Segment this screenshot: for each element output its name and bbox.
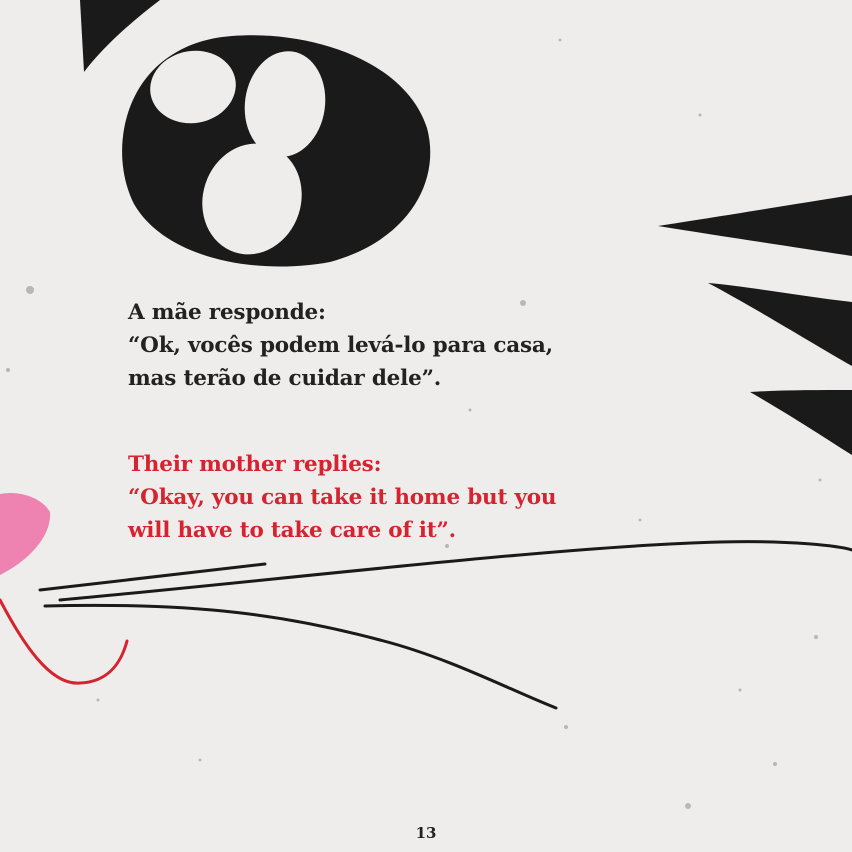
- cat-eye: [122, 35, 430, 267]
- english-line: will have to take care of it”.: [128, 518, 456, 543]
- english-text: [128, 448, 556, 547]
- portuguese-line: mas terão de cuidar dele”.: [128, 366, 442, 391]
- portuguese-text: [128, 296, 553, 395]
- cat-stripes: [658, 195, 852, 455]
- page-number: 13: [415, 824, 437, 842]
- cat-nose: [0, 493, 50, 575]
- english-line: Their mother replies:: [128, 452, 382, 477]
- portuguese-line: “Ok, vocês podem levá-lo para casa,: [128, 333, 553, 358]
- cat-ear: [80, 0, 160, 72]
- cat-whiskers: [40, 542, 852, 708]
- portuguese-line: A mãe responde:: [128, 300, 326, 325]
- cat-mouth: [0, 600, 127, 683]
- english-line: “Okay, you can take it home but you: [128, 485, 557, 510]
